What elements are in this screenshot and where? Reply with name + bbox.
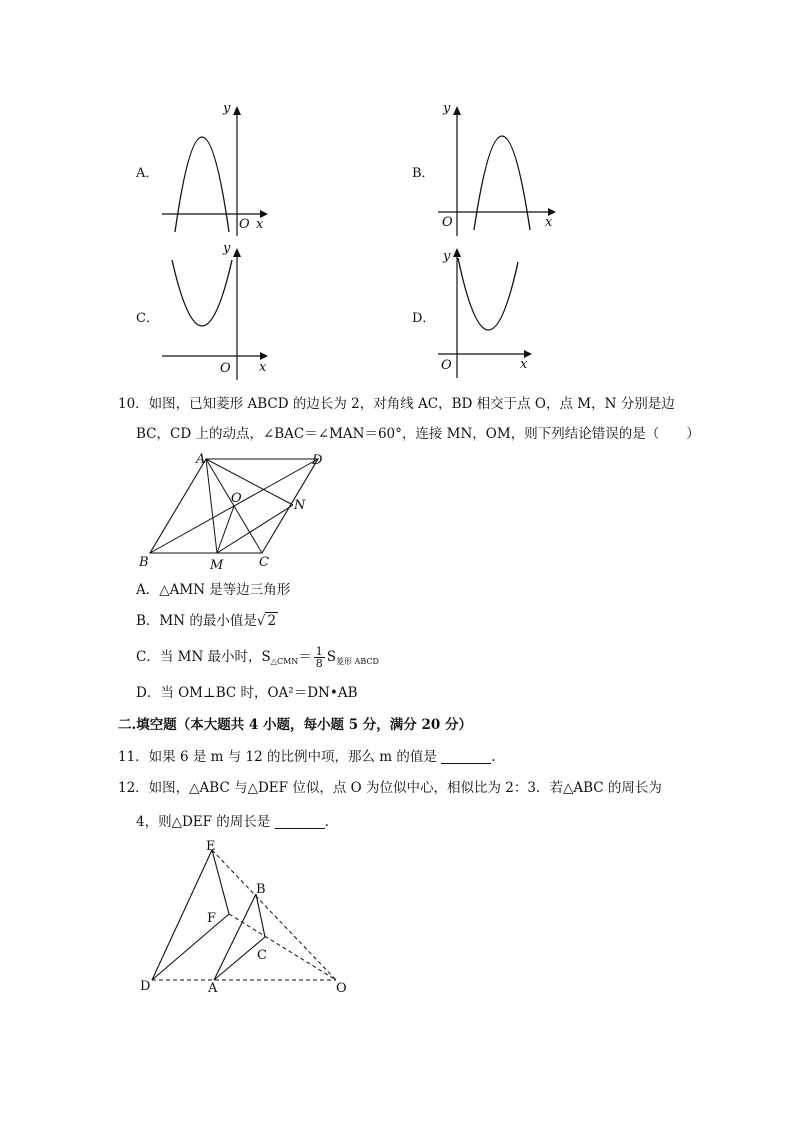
label-f: F	[207, 911, 217, 926]
graph-c	[160, 240, 275, 382]
label-d: D	[140, 979, 151, 994]
y-axis-arrow	[453, 248, 461, 257]
label-c: C	[259, 555, 269, 570]
segment-an	[206, 459, 293, 505]
q12-homothety-figure	[134, 836, 356, 996]
segment-ab	[214, 894, 256, 980]
parabola-curve	[458, 258, 518, 330]
segment-om	[217, 506, 234, 553]
q10-option-d: D．当 OM⊥BC 时，OA²＝DN•AB	[136, 685, 358, 701]
q10-option-b-text: B．MN 的最小值是	[136, 613, 257, 629]
origin-label: O	[442, 215, 453, 230]
segment-mn	[217, 505, 293, 553]
answer-blank[interactable]	[441, 749, 491, 764]
q10-option-c-sub1: △CMN	[270, 657, 299, 666]
fraction	[314, 646, 325, 669]
q10-option-c-eq: ＝	[298, 649, 312, 665]
section-heading: 二.填空题（本大题共 4 小题，每小题 5 分，满分 20 分）	[118, 717, 472, 733]
label-c: C	[257, 948, 267, 963]
origin-label: O	[441, 358, 452, 373]
q10-option-c-text: C．当 MN 最小时，S	[136, 649, 271, 665]
q10-rhombus-figure	[134, 448, 324, 574]
label-a: A	[196, 452, 206, 467]
sqrt-expression: √ 2	[256, 613, 277, 629]
origin-label: O	[239, 217, 250, 232]
segment-de	[152, 850, 212, 980]
label-e: E	[206, 839, 216, 854]
option-b-label: B．	[412, 166, 435, 181]
x-axis-label: x	[259, 360, 267, 375]
q10-option-c-s: S	[326, 649, 337, 665]
q12-line1: 12．如图，△ABC 与△DEF 位似，点 O 为位似中心，相似比为 2：3．若△ABC 的周长为	[118, 780, 662, 796]
label-b: B	[256, 882, 266, 897]
y-axis-arrow	[453, 106, 461, 115]
sqrt-radicand: 2	[267, 613, 277, 629]
x-axis-label: x	[520, 357, 528, 372]
dashed-fo	[229, 914, 336, 980]
q10-line1: 10．如图，已知菱形 ABCD 的边长为 2，对角线 AC，BD 相交于点 O，点 M，N 分别是边	[118, 396, 675, 412]
q12-line2-text: 4，则△DEF 的周长是	[136, 814, 271, 830]
y-axis-arrow	[233, 248, 241, 257]
q11-end: .	[491, 749, 496, 765]
q11	[118, 747, 495, 767]
y-axis-label: y	[443, 249, 451, 264]
label-m: M	[210, 558, 224, 573]
segment-bc	[256, 894, 265, 937]
fraction-numerator: 1	[315, 645, 323, 658]
option-c-label: C．	[136, 311, 159, 326]
parabola-curve	[175, 137, 229, 232]
q12-end: .	[324, 814, 329, 830]
segment-am	[206, 459, 217, 553]
x-axis-label: x	[256, 217, 264, 232]
segment-ef	[212, 850, 229, 914]
label-n: N	[294, 498, 306, 513]
q10-option-b	[136, 611, 278, 631]
q10-option-c-sub2: 菱形 ABCD	[336, 657, 379, 666]
label-o: O	[231, 491, 242, 506]
fraction-denominator: 8	[315, 657, 323, 670]
parabola-curve	[474, 136, 530, 230]
origin-label: O	[220, 361, 231, 376]
q10-line2: BC，CD 上的动点，∠BAC＝∠MAN＝60°，连接 MN，OM，则下列结论错误的是（ ）	[136, 426, 700, 442]
graph-a	[160, 98, 275, 238]
segment-df	[152, 914, 229, 980]
option-a-label: A．	[136, 166, 159, 181]
y-axis-label: y	[223, 101, 231, 116]
graph-d	[436, 240, 546, 380]
parabola-curve	[172, 260, 232, 326]
y-axis-arrow	[233, 106, 241, 115]
q10-option-c	[136, 646, 379, 672]
label-o: O	[336, 981, 347, 996]
x-axis-label: x	[545, 215, 553, 230]
answer-blank[interactable]	[275, 814, 325, 829]
label-d: D	[312, 453, 323, 468]
q11-text: 11．如果 6 是 m 与 12 的比例中项，那么 m 的值是	[118, 749, 437, 765]
q12-line2	[136, 812, 329, 832]
label-a: A	[208, 981, 218, 996]
y-axis-label: y	[223, 241, 231, 256]
x-axis-arrow	[260, 352, 268, 360]
option-d-label: D．	[412, 311, 436, 326]
graph-b	[436, 98, 566, 238]
label-b: B	[139, 555, 149, 570]
q10-option-a: A．△AMN 是等边三角形	[136, 582, 291, 598]
y-axis-label: y	[443, 101, 451, 116]
